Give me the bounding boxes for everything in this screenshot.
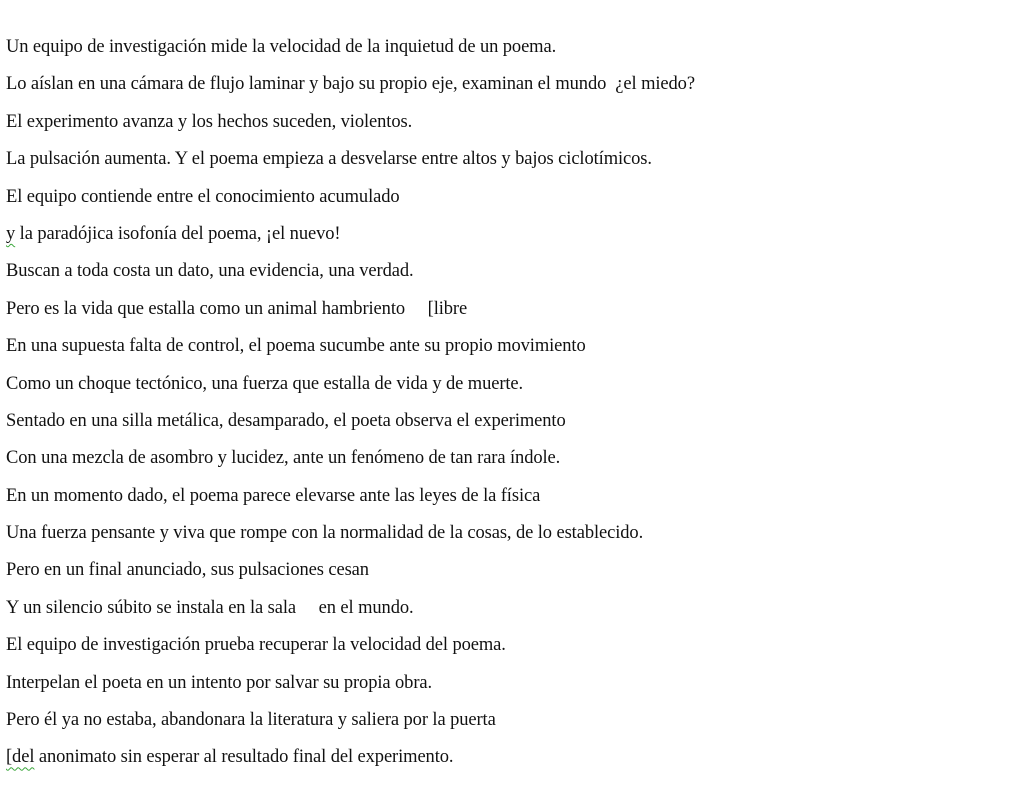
grammar-flag-word[interactable]: y xyxy=(6,223,16,244)
text-line xyxy=(6,408,1016,445)
line-text: Un equipo de investigación mide la velocidad de la inquietud de un poema. xyxy=(6,37,557,57)
document-body xyxy=(6,34,1016,782)
text-line xyxy=(6,71,1016,108)
text-line xyxy=(6,34,1016,71)
line-text: En un momento dado, el poema parece elevarse ante las leyes de la física xyxy=(6,485,541,506)
line-text: En una supuesta falta de control, el poema sucumbe ante su propio movimiento xyxy=(6,336,586,357)
text-line xyxy=(6,707,1016,744)
line-text: Y un silencio súbito se instala en la sala en el mundo. xyxy=(6,597,414,618)
line-text: Sentado en una silla metálica, desamparado, el poeta observa el experimento xyxy=(6,410,566,431)
text-line xyxy=(6,333,1016,370)
line-text: Pero en un final anunciado, sus pulsaciones cesan xyxy=(6,560,369,581)
text-line xyxy=(6,184,1016,221)
text-line xyxy=(6,520,1016,557)
line-text: La pulsación aumenta. Y el poema empieza a desvelarse entre altos y bajos ciclotímicos. xyxy=(6,149,652,170)
text-line xyxy=(6,744,1016,781)
line-text: Pero él ya no estaba, abandonara la literatura y saliera por la puerta xyxy=(6,710,496,731)
text-line xyxy=(6,258,1016,295)
line-text: El equipo contiende entre el conocimiento acumulado xyxy=(6,186,400,207)
line-text: Pero es la vida que estalla como un animal hambriento [libre xyxy=(6,298,468,319)
line-text: Una fuerza pensante y viva que rompe con la normalidad de la cosas, de lo establecido. xyxy=(6,523,644,544)
line-text: Interpelan el poeta en un intento por salvar su propia obra. xyxy=(6,672,433,693)
text-line xyxy=(6,670,1016,707)
text-line xyxy=(6,371,1016,408)
grammar-flag-word[interactable]: [del xyxy=(6,747,35,768)
text-line xyxy=(6,557,1016,594)
line-text: El equipo de investigación prueba recuperar la velocidad del poema. xyxy=(6,635,506,656)
line-text: Buscan a toda costa un dato, una evidencia, una verdad. xyxy=(6,261,414,282)
text-line xyxy=(6,221,1016,258)
text-line xyxy=(6,445,1016,482)
text-line xyxy=(6,632,1016,669)
line-text: El experimento avanza y los hechos suceden, violentos. xyxy=(6,111,413,132)
line-text: anonimato sin esperar al resultado final del experimento. xyxy=(34,747,454,768)
line-text: Con una mezcla de asombro y lucidez, ante un fenómeno de tan rara índole. xyxy=(6,448,561,469)
text-line xyxy=(6,146,1016,183)
text-line xyxy=(6,296,1016,333)
text-line xyxy=(6,595,1016,632)
line-text: la paradójica isofonía del poema, ¡el nuevo! xyxy=(15,223,341,244)
text-line xyxy=(6,109,1016,146)
text-line xyxy=(6,483,1016,520)
line-text: Como un choque tectónico, una fuerza que estalla de vida y de muerte. xyxy=(6,373,524,394)
line-text: Lo aíslan en una cámara de flujo laminar y bajo su propio eje, examinan el mundo ¿el miedo? xyxy=(6,74,695,95)
